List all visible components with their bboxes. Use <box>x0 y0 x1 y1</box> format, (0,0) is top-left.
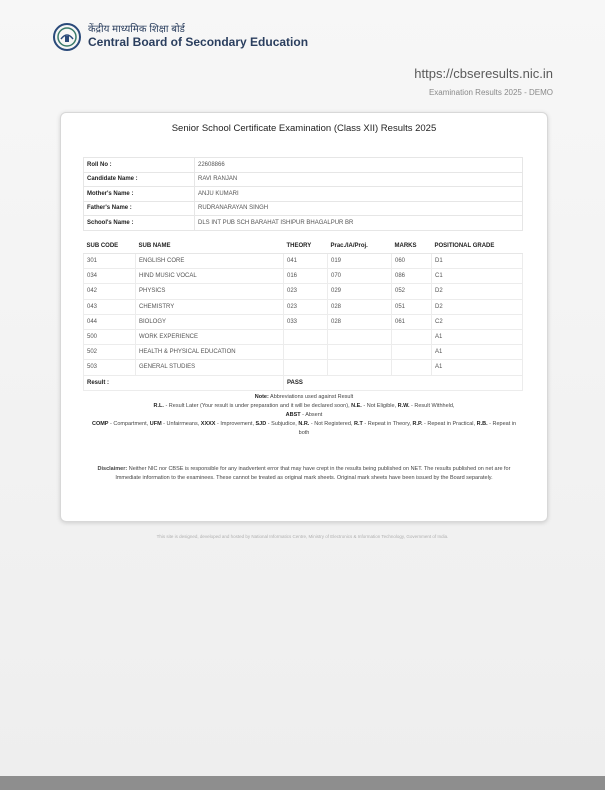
sub-code: 043 <box>84 299 136 314</box>
total-marks <box>392 345 432 360</box>
positional-grade: C2 <box>432 314 523 329</box>
abbr-desc: - Absent <box>300 412 323 419</box>
positional-grade: D2 <box>432 284 523 299</box>
abbr: UFM <box>149 421 162 428</box>
prac-marks: 028 <box>328 314 392 329</box>
header-sub-name: SUB NAME <box>136 238 284 254</box>
sub-code: 301 <box>84 254 136 269</box>
prac-marks: 019 <box>328 254 392 269</box>
info-value: RUDRANARAYAN SINGH <box>195 201 523 216</box>
sub-code: 503 <box>84 360 136 375</box>
theory-marks <box>284 360 328 375</box>
site-url[interactable]: https://cbseresults.nic.in <box>414 66 553 81</box>
total-marks <box>392 329 432 344</box>
info-label: Mother's Name : <box>84 187 195 202</box>
positional-grade: D1 <box>432 254 523 269</box>
table-row <box>84 269 523 284</box>
result-card <box>60 112 548 522</box>
site-footer: This site is designed, developed and hosted by National Informatics Centre, Ministry of Electronics & Information Technology, Government of India. <box>156 534 449 539</box>
abbr: R.P. <box>412 421 423 428</box>
disclaimer <box>89 465 519 484</box>
info-label: Father's Name : <box>84 201 195 216</box>
sub-name: GENERAL STUDIES <box>136 360 284 375</box>
result-title: Senior School Certificate Examination (Class XII) Results 2025 <box>171 123 437 134</box>
prac-marks <box>328 360 392 375</box>
abbreviation-notes <box>89 393 519 438</box>
positional-grade: A1 <box>432 329 523 344</box>
abbr: SJD <box>255 421 267 428</box>
prac-marks: 029 <box>328 284 392 299</box>
abbr: ABST <box>285 412 301 419</box>
abbr-desc: - Not Eligible, <box>361 403 398 410</box>
result-value: PASS <box>284 375 523 390</box>
table-row <box>84 284 523 299</box>
total-marks: 060 <box>392 254 432 269</box>
info-row <box>84 158 523 173</box>
abbr: XXXX <box>200 421 216 428</box>
note-label: Note: <box>254 394 269 400</box>
abbr-desc: - Repeat in both <box>298 421 517 437</box>
theory-marks <box>284 329 328 344</box>
theory-marks: 041 <box>284 254 328 269</box>
abbr: N.E. <box>351 403 362 410</box>
sub-code: 044 <box>84 314 136 329</box>
sub-name: CHEMISTRY <box>136 299 284 314</box>
info-row <box>84 172 523 187</box>
theory-marks <box>284 345 328 360</box>
total-marks: 052 <box>392 284 432 299</box>
candidate-info-table <box>83 157 523 231</box>
theory-marks: 016 <box>284 269 328 284</box>
abbr-desc: - Not Registered, <box>309 421 354 428</box>
abbr-desc: - Result Later (Your result is under preparation and it will be declared soon), <box>163 403 352 410</box>
note-line <box>89 393 519 402</box>
positional-grade: A1 <box>432 360 523 375</box>
table-row <box>84 254 523 269</box>
disclaimer-text: Neither NIC nor CBSE is responsible for any inadvertent error that may have crept in the results being published on NET. The results published on net are for Immediate information to the examinees. These cannot be treated as original mark sheets. Original mark sheets have been issued by the Board separately. <box>115 466 511 482</box>
sub-code: 042 <box>84 284 136 299</box>
abbr-desc: - Subjudice, <box>266 421 299 428</box>
header-prac: Prac./IA/Proj. <box>328 238 392 254</box>
info-value: ANJU KUMARI <box>195 187 523 202</box>
theory-marks: 033 <box>284 314 328 329</box>
abbr-desc: - Improvement, <box>215 421 256 428</box>
theory-marks: 023 <box>284 284 328 299</box>
sub-code: 502 <box>84 345 136 360</box>
header-sub-code: SUB CODE <box>84 238 136 254</box>
header-theory: THEORY <box>284 238 328 254</box>
prac-marks <box>328 345 392 360</box>
sub-name: BIOLOGY <box>136 314 284 329</box>
sub-code: 500 <box>84 329 136 344</box>
abbr: R.T <box>353 421 363 428</box>
info-value: RAVI RANJAN <box>195 172 523 187</box>
brand-english-name: Central Board of Secondary Education <box>88 34 309 49</box>
note-line <box>89 411 519 420</box>
positional-grade: A1 <box>432 345 523 360</box>
bottom-bar <box>0 776 605 790</box>
abbr: R.W. <box>397 403 410 410</box>
cbse-logo-icon <box>52 22 82 52</box>
disclaimer-label: Disclaimer: <box>97 466 128 472</box>
info-value: DLS INT PUB SCH BARAHAT ISHIPUR BHAGALPUR BR <box>195 216 523 231</box>
info-label: Roll No : <box>84 158 195 173</box>
sub-name: WORK EXPERIENCE <box>136 329 284 344</box>
abbr: R.B. <box>476 421 488 428</box>
abbr: COMP <box>91 421 109 428</box>
abbr-desc: - Compartment, <box>108 421 150 428</box>
sub-name: PHYSICS <box>136 284 284 299</box>
abbr: N.R. <box>298 421 310 428</box>
sub-name: ENGLISH CORE <box>136 254 284 269</box>
info-value: 22608866 <box>195 158 523 173</box>
marks-header-row <box>84 238 523 254</box>
brand-header[interactable] <box>52 22 308 52</box>
table-row <box>84 314 523 329</box>
site-subtitle: Examination Results 2025 - DEMO <box>428 88 553 97</box>
abbr-desc: - Repeat in Theory, <box>362 421 413 428</box>
prac-marks: 028 <box>328 299 392 314</box>
sub-name: HEALTH & PHYSICAL EDUCATION <box>136 345 284 360</box>
info-label: School's Name : <box>84 216 195 231</box>
info-row <box>84 187 523 202</box>
prac-marks: 070 <box>328 269 392 284</box>
info-label: Candidate Name : <box>84 172 195 187</box>
abbr: R.L. <box>153 403 164 410</box>
result-label: Result : <box>84 375 284 390</box>
table-row <box>84 329 523 344</box>
theory-marks: 023 <box>284 299 328 314</box>
table-row <box>84 360 523 375</box>
note-line <box>89 420 519 438</box>
abbr-desc: - Unfairmeans, <box>161 421 201 428</box>
total-marks: 061 <box>392 314 432 329</box>
note-line <box>89 402 519 411</box>
table-row <box>84 299 523 314</box>
abbr-desc: - Result Withheld, <box>409 403 455 410</box>
info-row <box>84 201 523 216</box>
result-row <box>84 375 523 390</box>
note-text: Abbreviations used against Result <box>268 394 354 400</box>
positional-grade: D2 <box>432 299 523 314</box>
prac-marks <box>328 329 392 344</box>
sub-name: HIND MUSIC VOCAL <box>136 269 284 284</box>
header-marks: MARKS <box>392 238 432 254</box>
abbr-desc: - Repeat in Practical, <box>422 421 477 428</box>
positional-grade: C1 <box>432 269 523 284</box>
total-marks: 086 <box>392 269 432 284</box>
header-grade: POSITIONAL GRADE <box>432 238 523 254</box>
info-row <box>84 216 523 231</box>
sub-code: 034 <box>84 269 136 284</box>
total-marks: 051 <box>392 299 432 314</box>
total-marks <box>392 360 432 375</box>
marks-table <box>83 238 523 391</box>
table-row <box>84 345 523 360</box>
brand-hindi-name: केंद्रीय माध्यमिक शिक्षा बोर्ड <box>88 24 185 36</box>
